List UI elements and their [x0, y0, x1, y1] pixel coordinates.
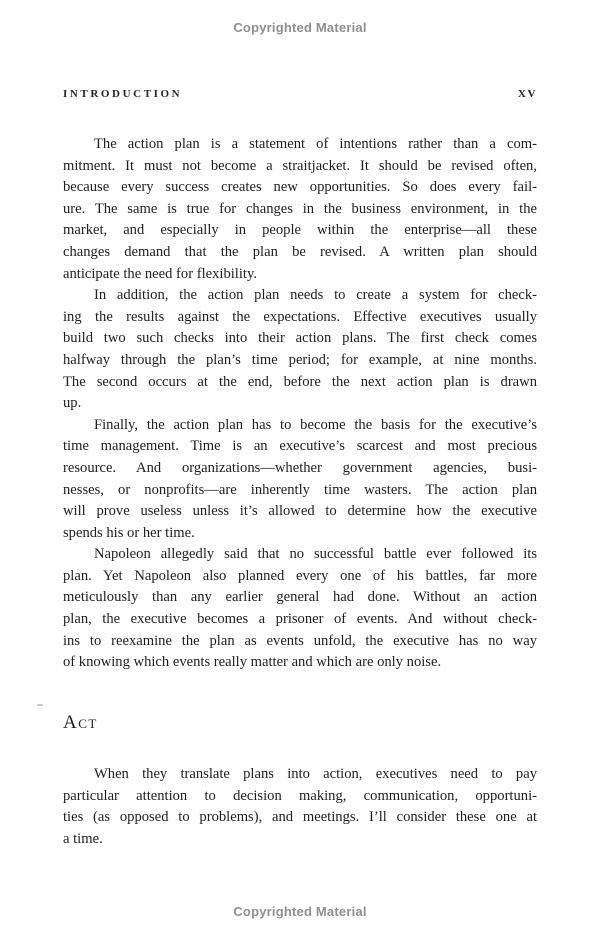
- text-line: plan. Yet Napoleon also planned every one of his battles, far more: [63, 567, 537, 584]
- text-line: anticipate the need for flexibility.: [63, 265, 257, 282]
- text-line: of knowing which events really matter and which are only noise.: [63, 654, 442, 671]
- section-heading: Act: [63, 712, 98, 733]
- page-number: XV: [517, 88, 537, 100]
- copyright-notice-bottom: Copyrighted Material: [233, 904, 367, 919]
- text-line: time management. Time is an executive’s scarcest and most precious: [63, 438, 537, 455]
- text-line: ties (as opposed to problems), and meetings. I’ll consider these one at: [63, 809, 537, 826]
- copyright-notice-top: Copyrighted Material: [233, 20, 367, 35]
- body-paragraph: [63, 544, 537, 674]
- text-line: build two such checks into their action plans. The first check comes: [63, 330, 537, 347]
- text-line: In addition, the action plan needs to create a system for check-: [94, 287, 537, 304]
- text-line: spends his or her time.: [63, 524, 195, 541]
- text-line: ure. The same is true for changes in the business environment, in the: [63, 200, 537, 217]
- body-paragraph: [63, 285, 537, 415]
- text-line: When they translate plans into action, executives need to pay: [94, 766, 537, 782]
- text-line: because every success creates new opportunities. So does every fail-: [63, 179, 537, 196]
- text-line: The action plan is a statement of intentions rather than a com-: [94, 136, 537, 152]
- running-header: [63, 88, 537, 100]
- running-header-title: INTRODUCTION: [63, 88, 183, 100]
- text-line: nesses, or nonprofits—are inherently time wasters. The action plan: [63, 481, 537, 498]
- body-text-main: [63, 134, 537, 674]
- body-paragraph: [63, 764, 537, 850]
- text-line: plan, the executive becomes a prisoner of events. And without check-: [63, 611, 537, 628]
- text-line: mitment. It must not become a straitjacket. It should be revised often,: [63, 157, 537, 174]
- body-text-act: [63, 764, 537, 850]
- text-line: will prove useless unless it’s allowed to determine how the executive: [63, 503, 537, 520]
- text-line: halfway through the plan’s time period; for example, at nine months.: [63, 351, 537, 368]
- text-line: The second occurs at the end, before the next action plan is drawn: [63, 373, 537, 390]
- body-paragraph: [63, 415, 537, 545]
- scan-artifact: [37, 704, 43, 706]
- text-line: ins to reexamine the plan as events unfold, the executive has no way: [63, 632, 537, 649]
- body-paragraph: [63, 134, 537, 285]
- text-line: resource. And organizations—whether government agencies, busi-: [63, 459, 537, 476]
- text-line: up.: [63, 395, 82, 412]
- text-line: meticulously than any earlier general had done. Without an action: [63, 589, 537, 606]
- text-line: Napoleon allegedly said that no successful battle ever followed its: [94, 546, 537, 563]
- text-line: market, and especially in people within the enterprise—all these: [63, 222, 537, 239]
- text-line: ing the results against the expectations. Effective executives usually: [63, 308, 537, 325]
- text-line: changes demand that the plan be revised. A written plan should: [63, 243, 537, 260]
- text-line: particular attention to decision making, communication, opportuni-: [63, 787, 537, 804]
- text-line: a time.: [63, 830, 103, 847]
- text-line: Finally, the action plan has to become the basis for the executive’s: [94, 416, 537, 433]
